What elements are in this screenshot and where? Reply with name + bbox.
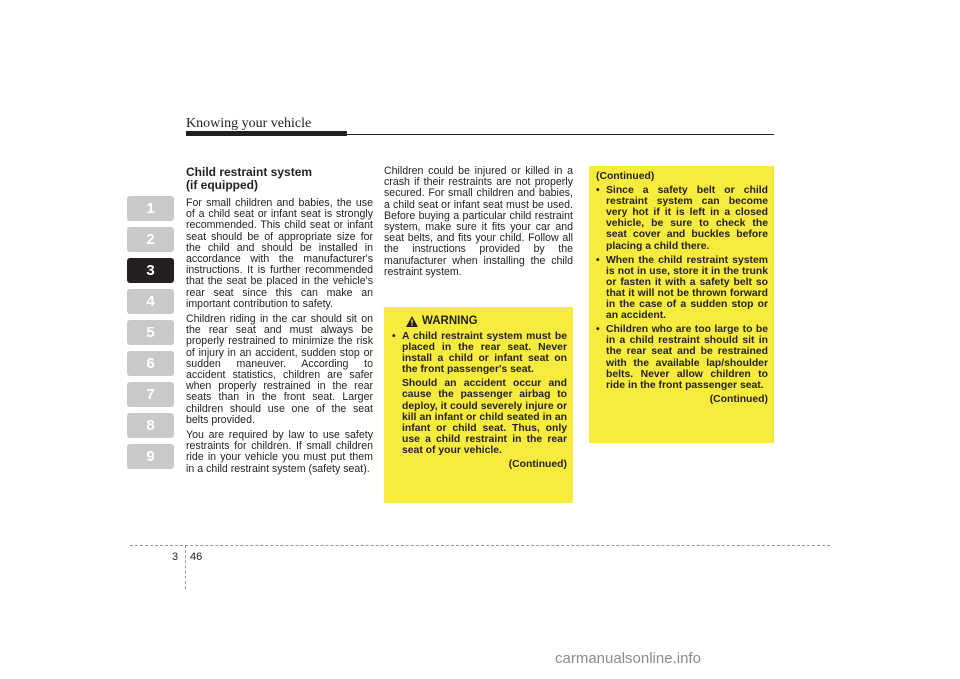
continued-bullet-1-text: Since a safety belt or child restraint system can become very hot if it is left in a closed vehicle, be sure to check the seat cover and buckles before placing a child there.	[606, 185, 768, 252]
warning-continued: (Continued)	[508, 459, 567, 471]
paragraph-law: You are required by law to use safety restraints for children. If small children ride in your vehicle you must put them in a child restraint system (safety seat).	[186, 429, 373, 475]
footer-page-number: 46	[190, 551, 203, 563]
warning-box	[384, 307, 573, 503]
paragraph-rear-seat: Children riding in the car should sit on the rear seat and must always be properly restrained to minimize the risk of injury in an accident, sudden stop or sudden maneuver. According to accident statistics, children are safer when properly restrained in the rear seats than in the front seat. Larger children should use one of the seat belts provided.	[186, 313, 373, 426]
header-rule-thick	[186, 131, 347, 136]
continued-warning-box	[589, 166, 774, 443]
chapter-tabs	[127, 196, 174, 475]
chapter-tab-3[interactable]: 3	[127, 258, 174, 283]
warning-title: WARNING	[422, 315, 478, 327]
warning-detail: Should an accident occur and cause the passenger airbag to deploy, it could severely injure or kill an infant or child seated in an infant or child seat. Thus, only use a child restraint in the rear seat of your vehicle.	[402, 378, 567, 456]
footer-dashed-rule	[130, 545, 830, 546]
section-title	[186, 166, 373, 192]
chapter-tab-6[interactable]: 6	[127, 351, 174, 376]
column-one	[186, 166, 373, 479]
continued-bullet-1	[596, 185, 768, 252]
paragraph-restraint-secured: Children could be injured or killed in a crash if their restraints are not properly secured. For small children and babies, a child seat or infant seat must be used. Before buying a particular child restraint system, make sure it fits your car and seat belts, and fits your child. Follow all the instructions provided by the manufacturer when installing the child restraint system.	[384, 165, 573, 278]
chapter-tab-7[interactable]: 7	[127, 382, 174, 407]
chapter-tab-2[interactable]: 2	[127, 227, 174, 252]
footer-dashed-divider	[185, 545, 186, 589]
bullet-dot: •	[596, 254, 600, 266]
section-title-line1: Child restraint system	[186, 165, 313, 179]
header-rule-thin	[347, 134, 774, 135]
paragraph-child-seat: For small children and babies, the use of a child seat or infant seat is strongly recommended. This child seat or infant seat should be of appropriate size for the child and should be installed in accordance with the manufacturer's instructions. It is further recommended that the seat be placed in the vehicle's rear seat since this can make an important contribution to safety.	[186, 197, 373, 310]
section-title-line2: (if equipped)	[186, 178, 258, 192]
continued-bullet-2-text: When the child restraint system is not in use, store it in the trunk or fasten it with a safety belt so that it will not be thrown forward in the case of a sudden stop or an accident.	[606, 254, 768, 322]
continued-header: (Continued)	[596, 171, 655, 182]
warning-header	[406, 315, 567, 327]
continued-bullet-3	[596, 324, 768, 391]
bullet-dot: •	[596, 185, 600, 197]
chapter-tab-4[interactable]: 4	[127, 289, 174, 314]
continued-footer: (Continued)	[709, 393, 768, 405]
chapter-tab-8[interactable]: 8	[127, 413, 174, 438]
bullet-dot: •	[596, 324, 600, 336]
chapter-tab-9[interactable]: 9	[127, 444, 174, 469]
column-two	[384, 166, 573, 282]
warning-bullet-text: A child restraint system must be placed in the rear seat. Never install a child or infant seat on the front passenger's seat.	[402, 331, 567, 376]
footer-chapter-number: 3	[172, 551, 179, 563]
bullet-dot: •	[392, 331, 396, 342]
page-header-title: Knowing your vehicle	[186, 116, 312, 131]
warning-bullet	[392, 331, 567, 375]
watermark-text: carmanualsonline.info	[555, 650, 701, 667]
continued-bullet-2	[596, 255, 768, 322]
warning-triangle-icon	[406, 316, 418, 327]
continued-bullet-3-text: Children who are too large to be in a child restraint should sit in the rear seat and be restrained with the available lap/shoulder belts. Never allow children to ride in the front passenger seat.	[606, 324, 768, 391]
chapter-tab-1[interactable]: 1	[127, 196, 174, 221]
chapter-tab-5[interactable]: 5	[127, 320, 174, 345]
